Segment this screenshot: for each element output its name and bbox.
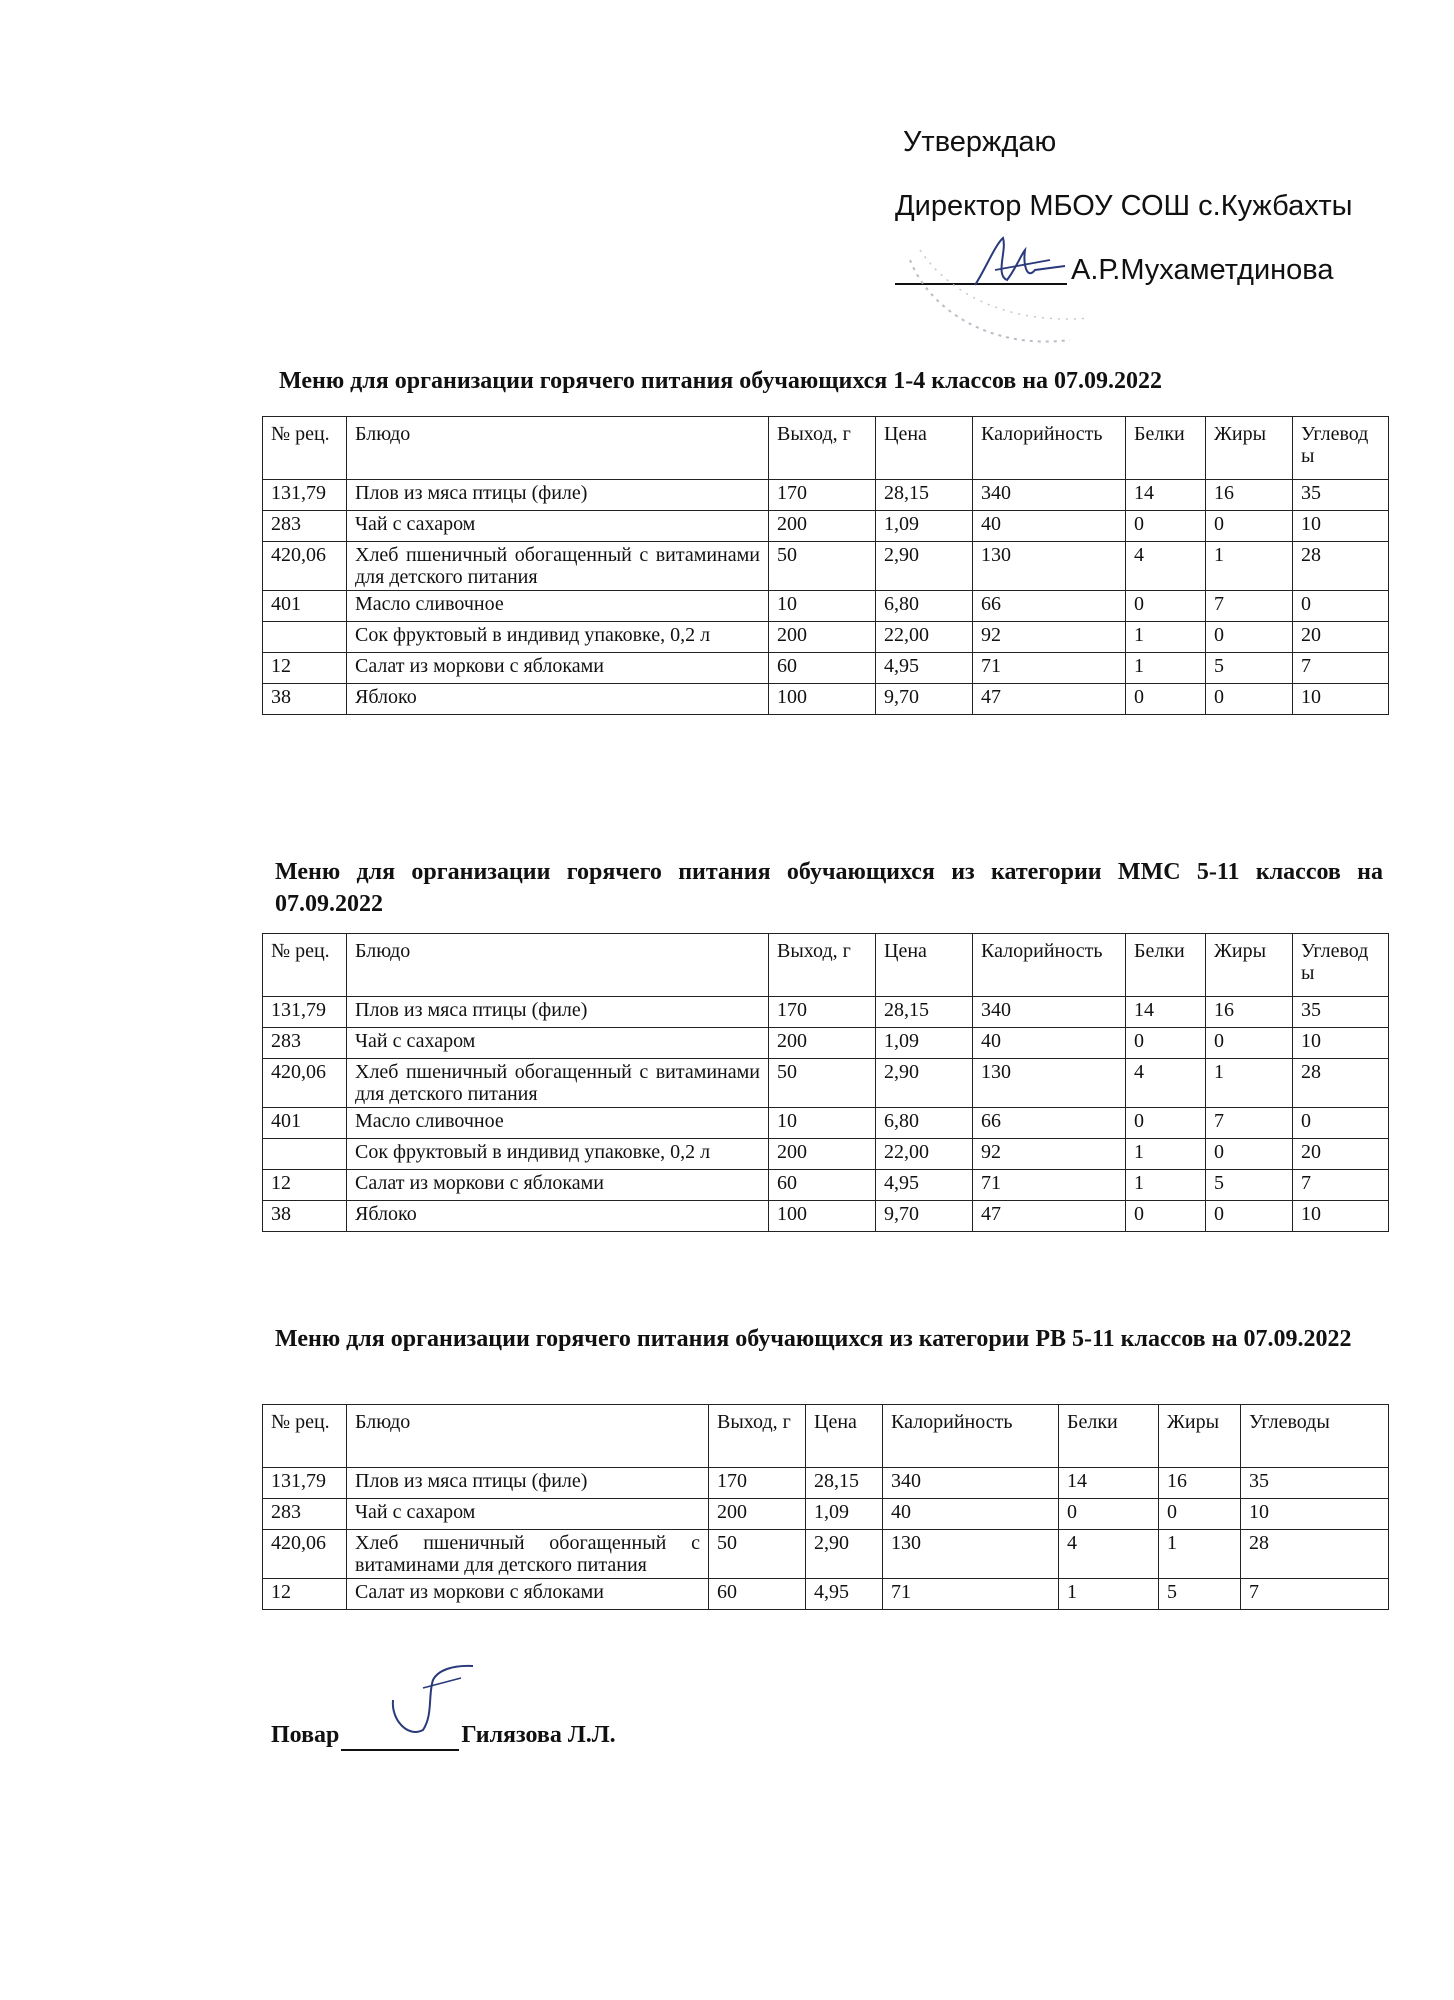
table-row xyxy=(263,622,1389,653)
director-signature-icon xyxy=(955,230,1075,300)
table-header-row xyxy=(263,1405,1389,1468)
portion-weight: 100 xyxy=(769,684,876,715)
dish-name: Яблоко xyxy=(347,684,769,715)
portion-weight: 170 xyxy=(769,480,876,511)
fats: 0 xyxy=(1206,684,1293,715)
calories: 66 xyxy=(973,591,1126,622)
column-header: Калорийность xyxy=(883,1405,1059,1468)
table-row xyxy=(263,1201,1389,1232)
recipe-number: 283 xyxy=(263,1028,347,1059)
dish-name: Масло сливочное xyxy=(347,591,769,622)
proteins: 1 xyxy=(1126,622,1206,653)
portion-weight: 10 xyxy=(769,1108,876,1139)
table-row xyxy=(263,1028,1389,1059)
column-header: Жиры xyxy=(1206,417,1293,480)
dish-name: Хлеб пшеничный обогащенный с витаминами для детского питания xyxy=(347,542,769,591)
dish-name: Чай с сахаром xyxy=(347,1028,769,1059)
portion-weight: 50 xyxy=(769,1059,876,1108)
price: 9,70 xyxy=(876,1201,973,1232)
price: 28,15 xyxy=(806,1468,883,1499)
fats: 0 xyxy=(1159,1499,1241,1530)
recipe-number: 12 xyxy=(263,653,347,684)
table-row xyxy=(263,1108,1389,1139)
fats: 1 xyxy=(1206,1059,1293,1108)
price: 1,09 xyxy=(876,1028,973,1059)
recipe-number: 420,06 xyxy=(263,1059,347,1108)
proteins: 0 xyxy=(1126,1201,1206,1232)
calories: 47 xyxy=(973,1201,1126,1232)
column-header: Цена xyxy=(806,1405,883,1468)
calories: 130 xyxy=(973,542,1126,591)
column-header: Белки xyxy=(1059,1405,1159,1468)
portion-weight: 170 xyxy=(709,1468,806,1499)
carbs: 0 xyxy=(1293,1108,1389,1139)
fats: 5 xyxy=(1159,1579,1241,1610)
recipe-number: 12 xyxy=(263,1579,347,1610)
carbs: 7 xyxy=(1241,1579,1389,1610)
calories: 71 xyxy=(883,1579,1059,1610)
column-header: Блюдо xyxy=(347,934,769,997)
column-header: Углеводы xyxy=(1293,417,1389,480)
fats: 16 xyxy=(1206,997,1293,1028)
fats: 0 xyxy=(1206,511,1293,542)
proteins: 4 xyxy=(1126,542,1206,591)
dish-name: Хлеб пшеничный обогащенный с витаминами для детского питания xyxy=(347,1059,769,1108)
carbs: 7 xyxy=(1293,1170,1389,1201)
dish-name: Чай с сахаром xyxy=(347,511,769,542)
column-header: Блюдо xyxy=(347,417,769,480)
column-header: Цена xyxy=(876,934,973,997)
price: 2,90 xyxy=(876,1059,973,1108)
recipe-number: 131,79 xyxy=(263,480,347,511)
calories: 130 xyxy=(973,1059,1126,1108)
fats: 0 xyxy=(1206,1139,1293,1170)
fats: 5 xyxy=(1206,653,1293,684)
price: 28,15 xyxy=(876,480,973,511)
price: 1,09 xyxy=(806,1499,883,1530)
table-row xyxy=(263,542,1389,591)
fats: 1 xyxy=(1206,542,1293,591)
calories: 130 xyxy=(883,1530,1059,1579)
dish-name: Сок фруктовый в индивид упаковке, 0,2 л xyxy=(347,1139,769,1170)
price: 4,95 xyxy=(876,1170,973,1201)
recipe-number: 131,79 xyxy=(263,997,347,1028)
fats: 7 xyxy=(1206,591,1293,622)
column-header: Выход, г xyxy=(769,934,876,997)
recipe-number: 420,06 xyxy=(263,1530,347,1579)
table-row xyxy=(263,1579,1389,1610)
proteins: 0 xyxy=(1059,1499,1159,1530)
recipe-number: 401 xyxy=(263,591,347,622)
dish-name: Чай с сахаром xyxy=(347,1499,709,1530)
dish-name: Салат из моркови с яблоками xyxy=(347,1579,709,1610)
cook-name: Гилязова Л.Л. xyxy=(461,1722,616,1748)
price: 9,70 xyxy=(876,684,973,715)
price: 22,00 xyxy=(876,622,973,653)
calories: 71 xyxy=(973,1170,1126,1201)
cook-role: Повар xyxy=(271,1722,340,1748)
carbs: 28 xyxy=(1241,1530,1389,1579)
portion-weight: 60 xyxy=(769,1170,876,1201)
carbs: 7 xyxy=(1293,653,1389,684)
portion-weight: 50 xyxy=(769,542,876,591)
approve-label: Утверждаю xyxy=(903,126,1057,158)
portion-weight: 200 xyxy=(769,1028,876,1059)
table-row xyxy=(263,684,1389,715)
dish-name: Плов из мяса птицы (филе) xyxy=(347,997,769,1028)
director-name: А.Р.Мухаметдинова xyxy=(1071,254,1334,286)
table-header-row xyxy=(263,417,1389,480)
proteins: 0 xyxy=(1126,1108,1206,1139)
price: 28,15 xyxy=(876,997,973,1028)
proteins: 14 xyxy=(1126,480,1206,511)
carbs: 35 xyxy=(1293,997,1389,1028)
portion-weight: 200 xyxy=(769,622,876,653)
menu-table-1 xyxy=(262,416,1389,715)
dish-name: Салат из моркови с яблоками xyxy=(347,653,769,684)
carbs: 10 xyxy=(1293,1201,1389,1232)
menu-table-2 xyxy=(262,933,1389,1232)
price: 22,00 xyxy=(876,1139,973,1170)
column-header: № рец. xyxy=(263,1405,347,1468)
table-row xyxy=(263,1170,1389,1201)
carbs: 10 xyxy=(1293,1028,1389,1059)
calories: 40 xyxy=(973,511,1126,542)
column-header: Выход, г xyxy=(769,417,876,480)
carbs: 20 xyxy=(1293,1139,1389,1170)
menu-title-2: Меню для организации горячего питания обучающихся из категории ММС 5-11 классов на 07.09.2022 xyxy=(275,859,1383,917)
fats: 0 xyxy=(1206,1201,1293,1232)
calories: 66 xyxy=(973,1108,1126,1139)
column-header: Углеводы xyxy=(1293,934,1389,997)
carbs: 28 xyxy=(1293,542,1389,591)
carbs: 28 xyxy=(1293,1059,1389,1108)
fats: 5 xyxy=(1206,1170,1293,1201)
column-header: № рец. xyxy=(263,417,347,480)
proteins: 1 xyxy=(1126,653,1206,684)
portion-weight: 10 xyxy=(769,591,876,622)
portion-weight: 60 xyxy=(769,653,876,684)
recipe-number: 283 xyxy=(263,1499,347,1530)
carbs: 10 xyxy=(1293,511,1389,542)
portion-weight: 170 xyxy=(769,997,876,1028)
recipe-number: 401 xyxy=(263,1108,347,1139)
price: 4,95 xyxy=(876,653,973,684)
table-row xyxy=(263,653,1389,684)
table-row xyxy=(263,591,1389,622)
fats: 0 xyxy=(1206,1028,1293,1059)
fats: 1 xyxy=(1159,1530,1241,1579)
column-header: Белки xyxy=(1126,934,1206,997)
table-row xyxy=(263,1468,1389,1499)
column-header: Блюдо xyxy=(347,1405,709,1468)
recipe-number: 420,06 xyxy=(263,542,347,591)
proteins: 1 xyxy=(1126,1139,1206,1170)
proteins: 4 xyxy=(1059,1530,1159,1579)
carbs: 10 xyxy=(1293,684,1389,715)
recipe-number xyxy=(263,1139,347,1170)
calories: 92 xyxy=(973,622,1126,653)
dish-name: Масло сливочное xyxy=(347,1108,769,1139)
column-header: Жиры xyxy=(1159,1405,1241,1468)
price: 1,09 xyxy=(876,511,973,542)
carbs: 10 xyxy=(1241,1499,1389,1530)
table-row xyxy=(263,480,1389,511)
price: 6,80 xyxy=(876,1108,973,1139)
portion-weight: 100 xyxy=(769,1201,876,1232)
table-row xyxy=(263,1499,1389,1530)
fats: 0 xyxy=(1206,622,1293,653)
calories: 71 xyxy=(973,653,1126,684)
proteins: 0 xyxy=(1126,591,1206,622)
fats: 16 xyxy=(1206,480,1293,511)
column-header: Жиры xyxy=(1206,934,1293,997)
recipe-number: 12 xyxy=(263,1170,347,1201)
dish-name: Сок фруктовый в индивид упаковке, 0,2 л xyxy=(347,622,769,653)
price: 4,95 xyxy=(806,1579,883,1610)
column-header: Цена xyxy=(876,417,973,480)
portion-weight: 50 xyxy=(709,1530,806,1579)
proteins: 14 xyxy=(1126,997,1206,1028)
dish-name: Хлеб пшеничный обогащенный с витаминами для детского питания xyxy=(347,1530,709,1579)
proteins: 0 xyxy=(1126,1028,1206,1059)
recipe-number xyxy=(263,622,347,653)
table-row xyxy=(263,1530,1389,1579)
fats: 7 xyxy=(1206,1108,1293,1139)
dish-name: Яблоко xyxy=(347,1201,769,1232)
dish-name: Плов из мяса птицы (филе) xyxy=(347,480,769,511)
proteins: 0 xyxy=(1126,511,1206,542)
carbs: 35 xyxy=(1241,1468,1389,1499)
table-row xyxy=(263,1059,1389,1108)
column-header: Белки xyxy=(1126,417,1206,480)
carbs: 0 xyxy=(1293,591,1389,622)
portion-weight: 60 xyxy=(709,1579,806,1610)
proteins: 14 xyxy=(1059,1468,1159,1499)
proteins: 0 xyxy=(1126,684,1206,715)
column-header: № рец. xyxy=(263,934,347,997)
price: 6,80 xyxy=(876,591,973,622)
calories: 340 xyxy=(973,480,1126,511)
fats: 16 xyxy=(1159,1468,1241,1499)
column-header: Калорийность xyxy=(973,417,1126,480)
proteins: 4 xyxy=(1126,1059,1206,1108)
director-position: Директор МБОУ СОШ с.Кужбахты xyxy=(895,190,1353,222)
carbs: 35 xyxy=(1293,480,1389,511)
table-header-row xyxy=(263,934,1389,997)
calories: 47 xyxy=(973,684,1126,715)
column-header: Калорийность xyxy=(973,934,1126,997)
column-header: Углеводы xyxy=(1241,1405,1389,1468)
portion-weight: 200 xyxy=(769,511,876,542)
table-row xyxy=(263,997,1389,1028)
table-row xyxy=(263,511,1389,542)
column-header: Выход, г xyxy=(709,1405,806,1468)
proteins: 1 xyxy=(1126,1170,1206,1201)
calories: 40 xyxy=(973,1028,1126,1059)
recipe-number: 131,79 xyxy=(263,1468,347,1499)
calories: 40 xyxy=(883,1499,1059,1530)
dish-name: Салат из моркови с яблоками xyxy=(347,1170,769,1201)
table-row xyxy=(263,1139,1389,1170)
calories: 340 xyxy=(973,997,1126,1028)
calories: 92 xyxy=(973,1139,1126,1170)
menu-table-3 xyxy=(262,1404,1389,1610)
portion-weight: 200 xyxy=(709,1499,806,1530)
price: 2,90 xyxy=(876,542,973,591)
carbs: 20 xyxy=(1293,622,1389,653)
proteins: 1 xyxy=(1059,1579,1159,1610)
recipe-number: 283 xyxy=(263,511,347,542)
cook-signature-icon xyxy=(383,1660,483,1740)
recipe-number: 38 xyxy=(263,684,347,715)
menu-title-1: Меню для организации горячего питания обучающихся 1-4 классов на 07.09.2022 xyxy=(279,368,1163,394)
price: 2,90 xyxy=(806,1530,883,1579)
menu-title-3: Меню для организации горячего питания обучающихся из категории РВ 5-11 классов на 07.09.2022 xyxy=(275,1326,1352,1352)
calories: 340 xyxy=(883,1468,1059,1499)
recipe-number: 38 xyxy=(263,1201,347,1232)
portion-weight: 200 xyxy=(769,1139,876,1170)
dish-name: Плов из мяса птицы (филе) xyxy=(347,1468,709,1499)
